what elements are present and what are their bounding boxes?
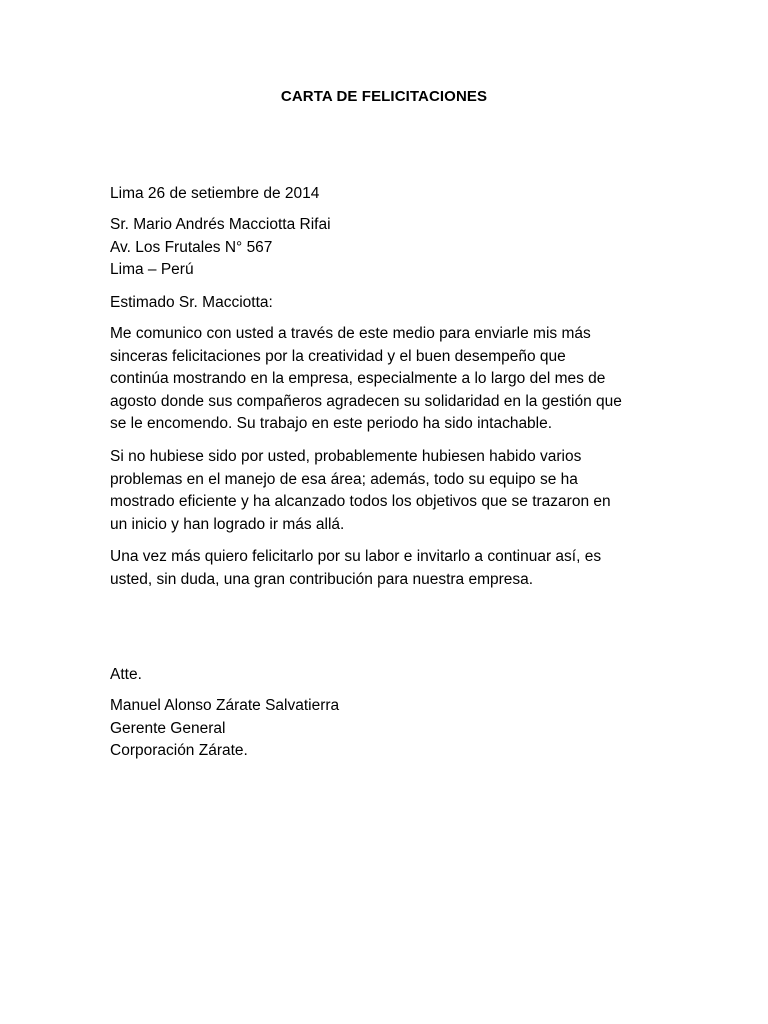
letter-greeting: Estimado Sr. Macciotta: <box>110 294 273 311</box>
recipient-name: Sr. Mario Andrés Macciotta Rifai <box>110 216 331 233</box>
sender-name: Manuel Alonso Zárate Salvatierra <box>110 697 340 714</box>
letter-date: Lima 26 de setiembre de 2014 <box>110 185 320 202</box>
paragraph-line: Si no hubiese sido por usted, probablemente hubiesen habido varios <box>110 448 582 465</box>
paragraph-line: un inicio y han logrado ir más allá. <box>110 515 345 533</box>
paragraph-line: problemas en el manejo de esa área; además, todo su equipo se ha <box>110 470 578 488</box>
paragraph-line: mostrado eficiente y ha alcanzado todos los objetivos que se trazaron en <box>110 493 611 510</box>
paragraph-line: sinceras felicitaciones por la creatividad y el buen desempeño que <box>110 347 566 365</box>
paragraph-line: Una vez más quiero felicitarlo por su labor e invitarlo a continuar así, es <box>110 548 602 565</box>
letter-closing: Atte. <box>110 666 142 683</box>
paragraph-line: usted, sin duda, una gran contribución para nuestra empresa. <box>110 570 534 588</box>
paragraph-line: Me comunico con usted a través de este medio para enviarle mis más <box>110 325 591 342</box>
body-paragraph-1 <box>110 323 670 436</box>
recipient-street: Av. Los Frutales N° 567 <box>110 238 273 256</box>
sender-position: Gerente General <box>110 719 226 737</box>
paragraph-line: se le encomendo. Su trabajo en este periodo ha sido intachable. <box>110 415 553 432</box>
sender-signature <box>110 695 670 763</box>
body-paragraph-2 <box>110 446 670 536</box>
sender-company: Corporación Zárate. <box>110 742 248 759</box>
recipient-address <box>110 214 670 282</box>
recipient-city: Lima – Perú <box>110 261 194 278</box>
paragraph-line: agosto donde sus compañeros agradecen su solidaridad en la gestión que <box>110 392 622 410</box>
letter-title: CARTA DE FELICITACIONES <box>280 88 488 105</box>
paragraph-line: continúa mostrando en la empresa, especialmente a lo largo del mes de <box>110 370 606 387</box>
body-paragraph-3 <box>110 546 670 591</box>
